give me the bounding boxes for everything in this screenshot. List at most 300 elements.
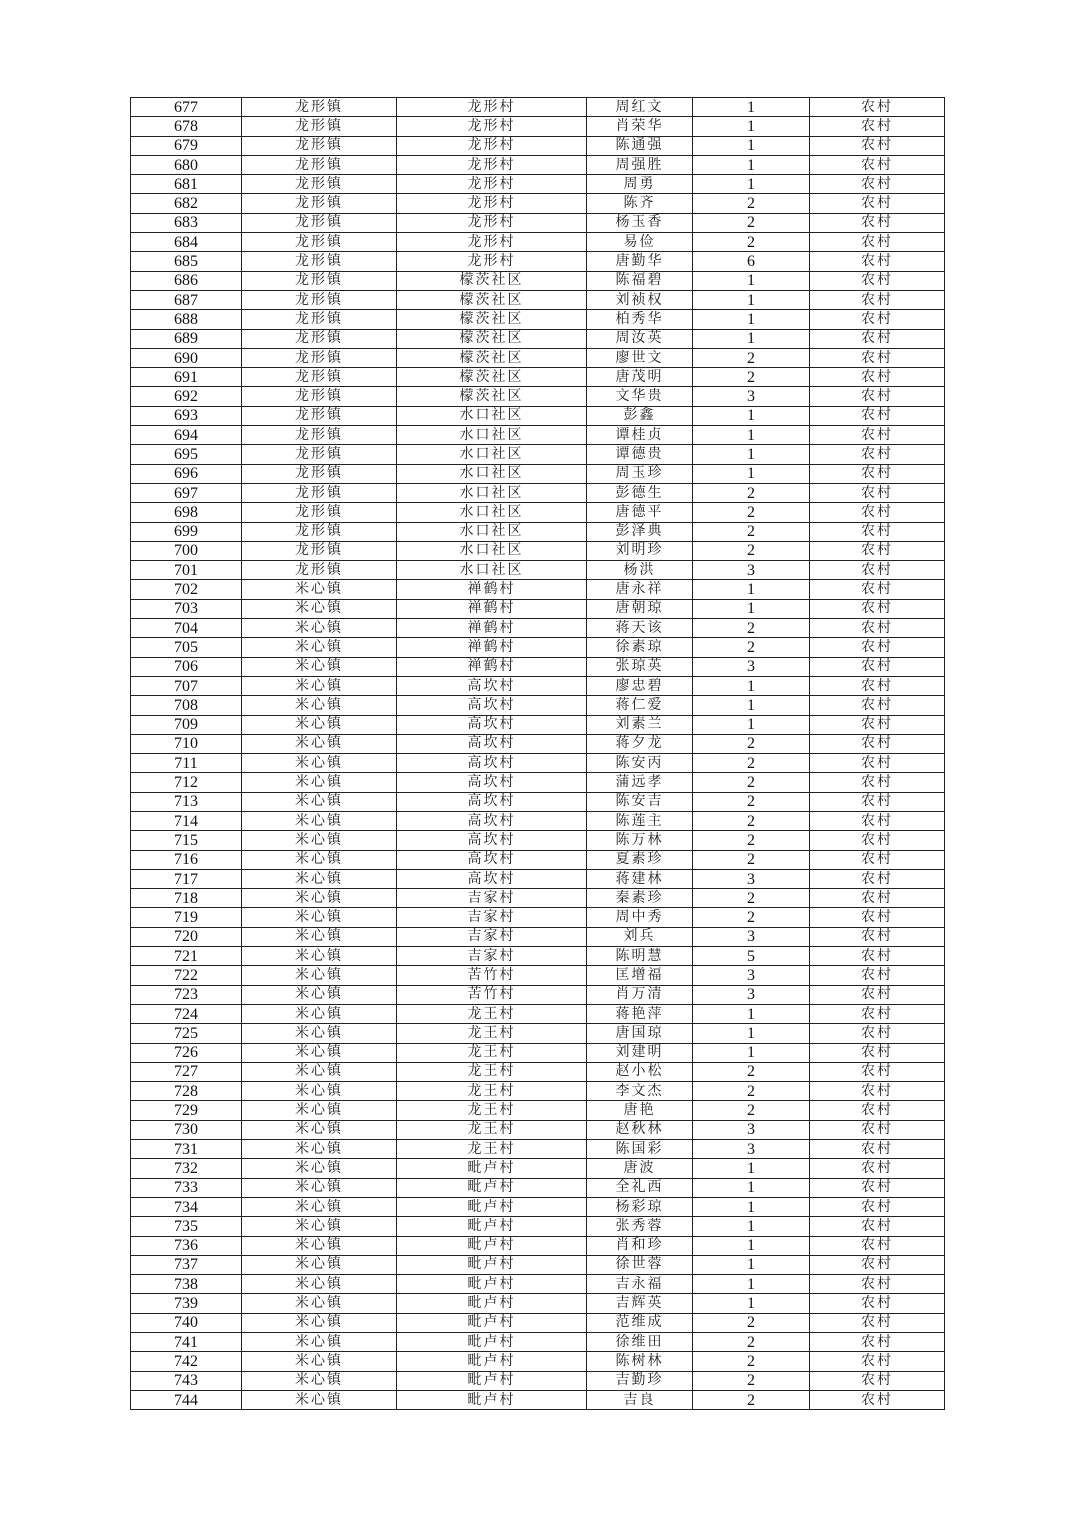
- type-cell: 农村: [810, 927, 945, 946]
- town-cell: 米心镇: [242, 638, 397, 657]
- row-number-cell: 683: [131, 213, 242, 232]
- table-row: [131, 580, 945, 599]
- count-cell: 2: [693, 522, 810, 541]
- count-cell: 2: [693, 792, 810, 811]
- name-cell: 徐素琼: [587, 638, 693, 657]
- village-cell: 吉家村: [397, 927, 587, 946]
- village-cell: 毗卢村: [397, 1159, 587, 1178]
- row-number-cell: 733: [131, 1178, 242, 1197]
- table-row: [131, 599, 945, 618]
- count-cell: 2: [693, 1390, 810, 1409]
- village-cell: 龙形村: [397, 175, 587, 194]
- count-cell: 1: [693, 426, 810, 445]
- table-row: [131, 889, 945, 908]
- town-cell: 米心镇: [242, 734, 397, 753]
- row-number-cell: 735: [131, 1217, 242, 1236]
- row-number-cell: 743: [131, 1371, 242, 1390]
- village-cell: 龙形村: [397, 213, 587, 232]
- type-cell: 农村: [810, 1333, 945, 1352]
- row-number-cell: 723: [131, 985, 242, 1004]
- village-cell: 高坎村: [397, 850, 587, 869]
- type-cell: 农村: [810, 908, 945, 927]
- name-cell: 陈福碧: [587, 271, 693, 290]
- row-number-cell: 690: [131, 348, 242, 367]
- count-cell: 6: [693, 252, 810, 271]
- town-cell: 龙形镇: [242, 175, 397, 194]
- town-cell: 龙形镇: [242, 561, 397, 580]
- table-row: [131, 773, 945, 792]
- town-cell: 米心镇: [242, 773, 397, 792]
- town-cell: 米心镇: [242, 599, 397, 618]
- count-cell: 3: [693, 869, 810, 888]
- row-number-cell: 704: [131, 619, 242, 638]
- type-cell: 农村: [810, 1004, 945, 1023]
- name-cell: 周中秀: [587, 908, 693, 927]
- type-cell: 农村: [810, 1024, 945, 1043]
- table-row: [131, 1120, 945, 1139]
- town-cell: 米心镇: [242, 985, 397, 1004]
- table-row: [131, 445, 945, 464]
- table-row: [131, 676, 945, 695]
- town-cell: 龙形镇: [242, 483, 397, 502]
- row-number-cell: 693: [131, 406, 242, 425]
- town-cell: 米心镇: [242, 850, 397, 869]
- name-cell: 刘素兰: [587, 715, 693, 734]
- village-cell: 毗卢村: [397, 1217, 587, 1236]
- count-cell: 2: [693, 734, 810, 753]
- name-cell: 吉永福: [587, 1275, 693, 1294]
- type-cell: 农村: [810, 175, 945, 194]
- count-cell: 2: [693, 754, 810, 773]
- village-cell: 龙形村: [397, 194, 587, 213]
- table-row: [131, 541, 945, 560]
- count-cell: 2: [693, 483, 810, 502]
- table-row: [131, 927, 945, 946]
- count-cell: 1: [693, 290, 810, 309]
- village-cell: 禅鹤村: [397, 657, 587, 676]
- count-cell: 1: [693, 310, 810, 329]
- type-cell: 农村: [810, 1255, 945, 1274]
- count-cell: 2: [693, 194, 810, 213]
- table-row: [131, 1236, 945, 1255]
- type-cell: 农村: [810, 271, 945, 290]
- name-cell: 廖世文: [587, 348, 693, 367]
- village-cell: 水口社区: [397, 503, 587, 522]
- town-cell: 米心镇: [242, 1120, 397, 1139]
- row-number-cell: 687: [131, 290, 242, 309]
- table-row: [131, 1255, 945, 1274]
- town-cell: 龙形镇: [242, 541, 397, 560]
- town-cell: 米心镇: [242, 792, 397, 811]
- row-number-cell: 698: [131, 503, 242, 522]
- row-number-cell: 708: [131, 696, 242, 715]
- town-cell: 米心镇: [242, 619, 397, 638]
- town-cell: 米心镇: [242, 1236, 397, 1255]
- village-cell: 水口社区: [397, 406, 587, 425]
- type-cell: 农村: [810, 599, 945, 618]
- town-cell: 米心镇: [242, 1082, 397, 1101]
- town-cell: 龙形镇: [242, 329, 397, 348]
- table-row: [131, 1313, 945, 1332]
- type-cell: 农村: [810, 619, 945, 638]
- town-cell: 米心镇: [242, 869, 397, 888]
- row-number-cell: 736: [131, 1236, 242, 1255]
- count-cell: 1: [693, 175, 810, 194]
- town-cell: 龙形镇: [242, 387, 397, 406]
- village-cell: 水口社区: [397, 426, 587, 445]
- name-cell: 文华贵: [587, 387, 693, 406]
- count-cell: 1: [693, 271, 810, 290]
- count-cell: 2: [693, 503, 810, 522]
- name-cell: 陈万林: [587, 831, 693, 850]
- row-number-cell: 713: [131, 792, 242, 811]
- town-cell: 龙形镇: [242, 117, 397, 136]
- table-row: [131, 426, 945, 445]
- name-cell: 谭桂贞: [587, 426, 693, 445]
- type-cell: 农村: [810, 657, 945, 676]
- village-cell: 龙形村: [397, 155, 587, 174]
- table-row: [131, 252, 945, 271]
- name-cell: 赵小松: [587, 1062, 693, 1081]
- row-number-cell: 677: [131, 98, 242, 117]
- row-number-cell: 682: [131, 194, 242, 213]
- town-cell: 米心镇: [242, 1024, 397, 1043]
- table-row: [131, 348, 945, 367]
- count-cell: 1: [693, 599, 810, 618]
- village-cell: 高坎村: [397, 676, 587, 695]
- type-cell: 农村: [810, 426, 945, 445]
- village-cell: 禅鹤村: [397, 599, 587, 618]
- village-cell: 水口社区: [397, 541, 587, 560]
- town-cell: 米心镇: [242, 1371, 397, 1390]
- table-row: [131, 98, 945, 117]
- name-cell: 陈明慧: [587, 947, 693, 966]
- type-cell: 农村: [810, 522, 945, 541]
- village-cell: 檬茨社区: [397, 387, 587, 406]
- type-cell: 农村: [810, 1082, 945, 1101]
- village-cell: 龙王村: [397, 1101, 587, 1120]
- type-cell: 农村: [810, 406, 945, 425]
- village-cell: 毗卢村: [397, 1313, 587, 1332]
- count-cell: 1: [693, 1004, 810, 1023]
- village-cell: 禅鹤村: [397, 619, 587, 638]
- type-cell: 农村: [810, 464, 945, 483]
- table-row: [131, 464, 945, 483]
- row-number-cell: 709: [131, 715, 242, 734]
- name-cell: 赵秋林: [587, 1120, 693, 1139]
- town-cell: 米心镇: [242, 715, 397, 734]
- village-cell: 高坎村: [397, 773, 587, 792]
- village-cell: 檬茨社区: [397, 310, 587, 329]
- row-number-cell: 739: [131, 1294, 242, 1313]
- type-cell: 农村: [810, 966, 945, 985]
- village-cell: 高坎村: [397, 869, 587, 888]
- name-cell: 张琼英: [587, 657, 693, 676]
- village-cell: 檬茨社区: [397, 368, 587, 387]
- table-row: [131, 155, 945, 174]
- count-cell: 3: [693, 1120, 810, 1139]
- row-number-cell: 731: [131, 1140, 242, 1159]
- count-cell: 1: [693, 1294, 810, 1313]
- table-row: [131, 1390, 945, 1409]
- town-cell: 米心镇: [242, 1294, 397, 1313]
- type-cell: 农村: [810, 561, 945, 580]
- count-cell: 2: [693, 773, 810, 792]
- name-cell: 谭德贵: [587, 445, 693, 464]
- row-number-cell: 722: [131, 966, 242, 985]
- type-cell: 农村: [810, 252, 945, 271]
- name-cell: 肖和珍: [587, 1236, 693, 1255]
- town-cell: 米心镇: [242, 1004, 397, 1023]
- table-row: [131, 966, 945, 985]
- count-cell: 2: [693, 889, 810, 908]
- count-cell: 2: [693, 1062, 810, 1081]
- name-cell: 蒋天该: [587, 619, 693, 638]
- village-cell: 龙王村: [397, 1082, 587, 1101]
- type-cell: 农村: [810, 483, 945, 502]
- village-cell: 毗卢村: [397, 1275, 587, 1294]
- name-cell: 刘祯权: [587, 290, 693, 309]
- table-row: [131, 233, 945, 252]
- name-cell: 蒋艳萍: [587, 1004, 693, 1023]
- row-number-cell: 737: [131, 1255, 242, 1274]
- type-cell: 农村: [810, 773, 945, 792]
- table-row: [131, 561, 945, 580]
- type-cell: 农村: [810, 503, 945, 522]
- name-cell: 柏秀华: [587, 310, 693, 329]
- town-cell: 龙形镇: [242, 368, 397, 387]
- table-row: [131, 908, 945, 927]
- type-cell: 农村: [810, 792, 945, 811]
- table-row: [131, 1024, 945, 1043]
- village-cell: 水口社区: [397, 445, 587, 464]
- row-number-cell: 702: [131, 580, 242, 599]
- village-cell: 禅鹤村: [397, 580, 587, 599]
- town-cell: 米心镇: [242, 1313, 397, 1332]
- name-cell: 肖荣华: [587, 117, 693, 136]
- town-cell: 米心镇: [242, 676, 397, 695]
- row-number-cell: 724: [131, 1004, 242, 1023]
- village-cell: 毗卢村: [397, 1294, 587, 1313]
- count-cell: 2: [693, 1333, 810, 1352]
- type-cell: 农村: [810, 541, 945, 560]
- type-cell: 农村: [810, 1062, 945, 1081]
- name-cell: 唐艳: [587, 1101, 693, 1120]
- table-row: [131, 1062, 945, 1081]
- type-cell: 农村: [810, 1120, 945, 1139]
- table-row: [131, 271, 945, 290]
- count-cell: 1: [693, 464, 810, 483]
- count-cell: 2: [693, 541, 810, 560]
- name-cell: 唐波: [587, 1159, 693, 1178]
- row-number-cell: 717: [131, 869, 242, 888]
- row-number-cell: 714: [131, 811, 242, 830]
- row-number-cell: 680: [131, 155, 242, 174]
- type-cell: 农村: [810, 1043, 945, 1062]
- table-row: [131, 213, 945, 232]
- name-cell: 唐国琼: [587, 1024, 693, 1043]
- type-cell: 农村: [810, 715, 945, 734]
- count-cell: 1: [693, 136, 810, 155]
- name-cell: 蒋建林: [587, 869, 693, 888]
- row-number-cell: 689: [131, 329, 242, 348]
- town-cell: 龙形镇: [242, 98, 397, 117]
- town-cell: 米心镇: [242, 1390, 397, 1409]
- row-number-cell: 721: [131, 947, 242, 966]
- village-cell: 龙形村: [397, 252, 587, 271]
- town-cell: 龙形镇: [242, 464, 397, 483]
- type-cell: 农村: [810, 1352, 945, 1371]
- row-number-cell: 730: [131, 1120, 242, 1139]
- table-row: [131, 136, 945, 155]
- town-cell: 龙形镇: [242, 426, 397, 445]
- row-number-cell: 695: [131, 445, 242, 464]
- town-cell: 米心镇: [242, 1255, 397, 1274]
- town-cell: 米心镇: [242, 754, 397, 773]
- table-row: [131, 1294, 945, 1313]
- town-cell: 米心镇: [242, 1159, 397, 1178]
- village-cell: 水口社区: [397, 464, 587, 483]
- row-number-cell: 707: [131, 676, 242, 695]
- count-cell: 1: [693, 1024, 810, 1043]
- type-cell: 农村: [810, 831, 945, 850]
- row-number-cell: 684: [131, 233, 242, 252]
- village-cell: 吉家村: [397, 889, 587, 908]
- table-row: [131, 1101, 945, 1120]
- town-cell: 龙形镇: [242, 271, 397, 290]
- row-number-cell: 744: [131, 1390, 242, 1409]
- row-number-cell: 696: [131, 464, 242, 483]
- row-number-cell: 700: [131, 541, 242, 560]
- village-cell: 龙形村: [397, 117, 587, 136]
- village-cell: 毗卢村: [397, 1178, 587, 1197]
- count-cell: 2: [693, 1101, 810, 1120]
- count-cell: 2: [693, 619, 810, 638]
- village-cell: 高坎村: [397, 754, 587, 773]
- row-number-cell: 716: [131, 850, 242, 869]
- row-number-cell: 718: [131, 889, 242, 908]
- table-row: [131, 619, 945, 638]
- village-cell: 毗卢村: [397, 1333, 587, 1352]
- town-cell: 米心镇: [242, 927, 397, 946]
- count-cell: 2: [693, 1352, 810, 1371]
- village-cell: 毗卢村: [397, 1390, 587, 1409]
- row-number-cell: 738: [131, 1275, 242, 1294]
- table-row: [131, 194, 945, 213]
- type-cell: 农村: [810, 811, 945, 830]
- name-cell: 夏素珍: [587, 850, 693, 869]
- name-cell: 蒋仁爱: [587, 696, 693, 715]
- name-cell: 周汝英: [587, 329, 693, 348]
- name-cell: 吉辉英: [587, 1294, 693, 1313]
- type-cell: 农村: [810, 233, 945, 252]
- town-cell: 米心镇: [242, 1333, 397, 1352]
- town-cell: 米心镇: [242, 1178, 397, 1197]
- name-cell: 周强胜: [587, 155, 693, 174]
- name-cell: 吉良: [587, 1390, 693, 1409]
- table-row: [131, 522, 945, 541]
- row-number-cell: 741: [131, 1333, 242, 1352]
- count-cell: 1: [693, 1236, 810, 1255]
- village-cell: 龙王村: [397, 1120, 587, 1139]
- table-row: [131, 1352, 945, 1371]
- type-cell: 农村: [810, 638, 945, 657]
- row-number-cell: 712: [131, 773, 242, 792]
- type-cell: 农村: [810, 1236, 945, 1255]
- table-row: [131, 1159, 945, 1178]
- row-number-cell: 681: [131, 175, 242, 194]
- count-cell: 1: [693, 445, 810, 464]
- count-cell: 3: [693, 927, 810, 946]
- row-number-cell: 691: [131, 368, 242, 387]
- table-row: [131, 792, 945, 811]
- town-cell: 米心镇: [242, 908, 397, 927]
- village-cell: 檬茨社区: [397, 348, 587, 367]
- row-number-cell: 742: [131, 1352, 242, 1371]
- town-cell: 米心镇: [242, 1275, 397, 1294]
- type-cell: 农村: [810, 290, 945, 309]
- village-cell: 高坎村: [397, 734, 587, 753]
- type-cell: 农村: [810, 1275, 945, 1294]
- village-cell: 毗卢村: [397, 1236, 587, 1255]
- name-cell: 陈安丙: [587, 754, 693, 773]
- type-cell: 农村: [810, 155, 945, 174]
- village-cell: 檬茨社区: [397, 329, 587, 348]
- name-cell: 彭德生: [587, 483, 693, 502]
- count-cell: 5: [693, 947, 810, 966]
- type-cell: 农村: [810, 329, 945, 348]
- type-cell: 农村: [810, 1197, 945, 1216]
- name-cell: 廖忠碧: [587, 676, 693, 695]
- name-cell: 蒋夕龙: [587, 734, 693, 753]
- row-number-cell: 720: [131, 927, 242, 946]
- town-cell: 龙形镇: [242, 136, 397, 155]
- name-cell: 唐勤华: [587, 252, 693, 271]
- village-cell: 龙形村: [397, 136, 587, 155]
- town-cell: 米心镇: [242, 1062, 397, 1081]
- town-cell: 龙形镇: [242, 252, 397, 271]
- town-cell: 龙形镇: [242, 522, 397, 541]
- town-cell: 米心镇: [242, 1101, 397, 1120]
- town-cell: 米心镇: [242, 1352, 397, 1371]
- village-cell: 水口社区: [397, 522, 587, 541]
- count-cell: 1: [693, 715, 810, 734]
- type-cell: 农村: [810, 696, 945, 715]
- town-cell: 龙形镇: [242, 233, 397, 252]
- type-cell: 农村: [810, 387, 945, 406]
- table-row: [131, 947, 945, 966]
- row-number-cell: 715: [131, 831, 242, 850]
- row-number-cell: 726: [131, 1043, 242, 1062]
- type-cell: 农村: [810, 1313, 945, 1332]
- table-row: [131, 1371, 945, 1390]
- count-cell: 2: [693, 213, 810, 232]
- type-cell: 农村: [810, 754, 945, 773]
- count-cell: 1: [693, 117, 810, 136]
- table-row: [131, 811, 945, 830]
- row-number-cell: 727: [131, 1062, 242, 1081]
- village-cell: 龙形村: [397, 98, 587, 117]
- type-cell: 农村: [810, 310, 945, 329]
- table-row: [131, 754, 945, 773]
- count-cell: 3: [693, 561, 810, 580]
- count-cell: 1: [693, 406, 810, 425]
- table-row: [131, 406, 945, 425]
- town-cell: 米心镇: [242, 889, 397, 908]
- village-cell: 毗卢村: [397, 1371, 587, 1390]
- name-cell: 陈安吉: [587, 792, 693, 811]
- name-cell: 易俭: [587, 233, 693, 252]
